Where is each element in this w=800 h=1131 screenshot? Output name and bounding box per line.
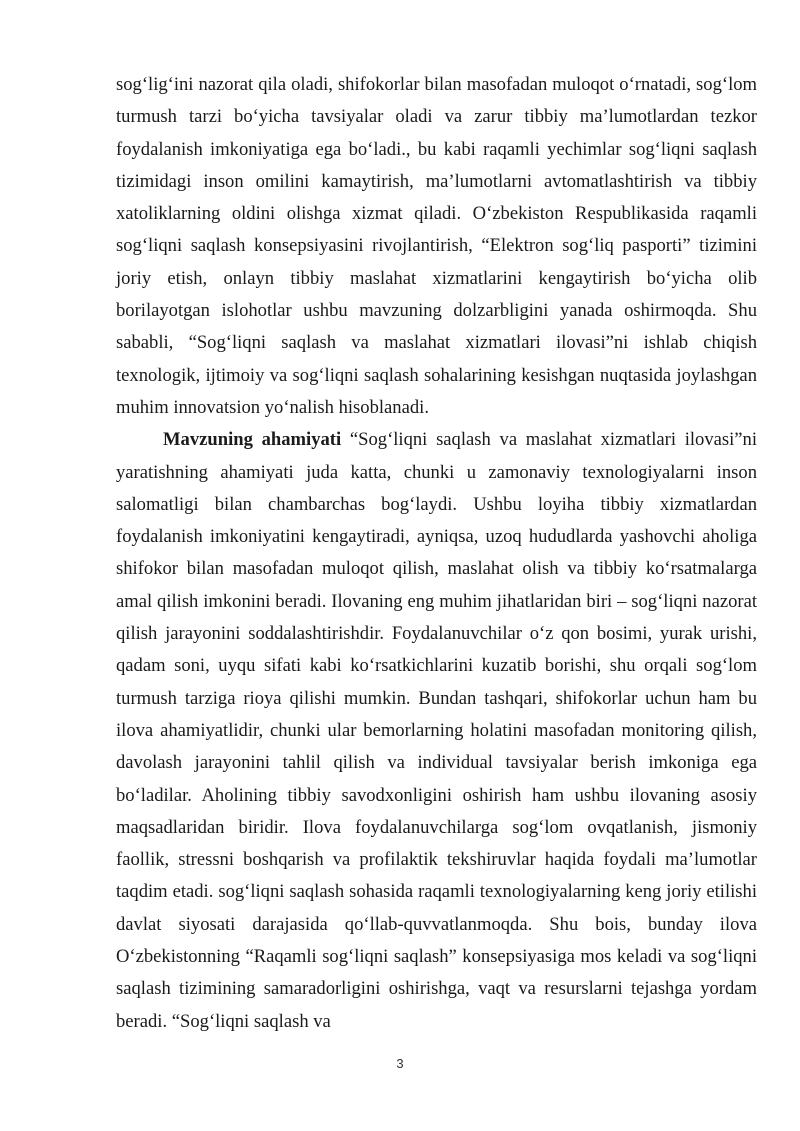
body-text — [116, 69, 757, 1038]
paragraph-significance-body: “Sog‘liqni saqlash va maslahat xizmatlari ilovasi”ni yaratishning ahamiyati juda katta, chunki u zamonaviy texnologiyalarni inson salomatligi bilan chambarchas bog‘laydi. Ushbu loyiha tibbiy xizmatlardan foydalanish imkoniyatini kengaytiradi, ayniqsa, uzoq hududlarda yashovchi aholiga shifokor bilan masofadan muloqot qilish, maslahat olish va tibbiy ko‘rsatmalarga amal qilish imkonini beradi. Ilovaning eng muhim jihatlaridan biri – sog‘liqni nazorat qilish jarayonini soddalashtirishdir. Foydalanuvchilar o‘z qon bosimi, yurak urishi, qadam soni, uyqu sifati kabi ko‘rsatkichlarini kuzatib borishi, shu orqali sog‘lom turmush tarziga rioya qilishi mumkin. Bundan tashqari, shifokorlar uchun ham bu ilova ahamiyatlidir, chunki ular bemorlarning holatini masofadan monitoring qilish, davolash jarayonini tahlil qilish va individual tavsiyalar berish imkoniga ega bo‘ladilar. Aholining tibbiy savodxonligini oshirish ham ushbu ilovaning asosiy maqsadlaridan biridir. Ilova foydalanuvchilarga sog‘lom ovqatlanish, jismoniy faollik, stressni boshqarish va profilaktik tekshiruvlar haqida foydali ma’lumotlar taqdim etadi. sog‘liqni saqlash sohasida raqamli texnologiyalarning keng joriy etilishi davlat siyosati darajasida qo‘llab-quvvatlanmoqda. Shu bois, bunday ilova O‘zbekistonning “Raqamli sog‘liqni saqlash” konsepsiyasiga mos keladi va sog‘liqni saqlash tizimining samaradorligini oshirishga, vaqt va resurslarni tejashga yordam beradi. “Sog‘liqni saqlash va — [116, 429, 758, 1032]
paragraph-significance — [116, 424, 757, 1038]
paragraph-continuation: sog‘lig‘ini nazorat qila oladi, shifokorlar bilan masofadan muloqot o‘rnatadi, sog‘lom turmush tarzi bo‘yicha tavsiyalar oladi va zarur tibbiy ma’lumotlardan tezkor foydalanish imkoniyatiga ega bo‘ladi., bu kabi raqamli yechimlar sog‘liqni saqlash tizimidagi inson omilini kamaytirish, ma’lumotlarni avtomatlashtirish va tibbiy xatoliklarning oldini olishga xizmat qiladi. O‘zbekiston Respublikasida raqamli sog‘liqni saqlash konsepsiyasini rivojlantirish, “Elektron sog‘liq pasporti” tizimini joriy etish, onlayn tibbiy maslahat xizmatlarini kengaytirish bo‘yicha olib borilayotgan islohotlar ushbu mavzuning dolzarbligini yanada oshirmoqda. Shu sababli, “Sog‘liqni saqlash va maslahat xizmatlari ilovasi”ni ishlab chiqish texnologik, ijtimoiy va sog‘liqni saqlash sohalarining kesishgan nuqtasida joylashgan muhim innovatsion yo‘nalish hisoblanadi. — [116, 74, 757, 418]
paragraph-lead-heading: Mavzuning ahamiyati — [163, 429, 342, 451]
page-number: 3 — [396, 1056, 404, 1071]
